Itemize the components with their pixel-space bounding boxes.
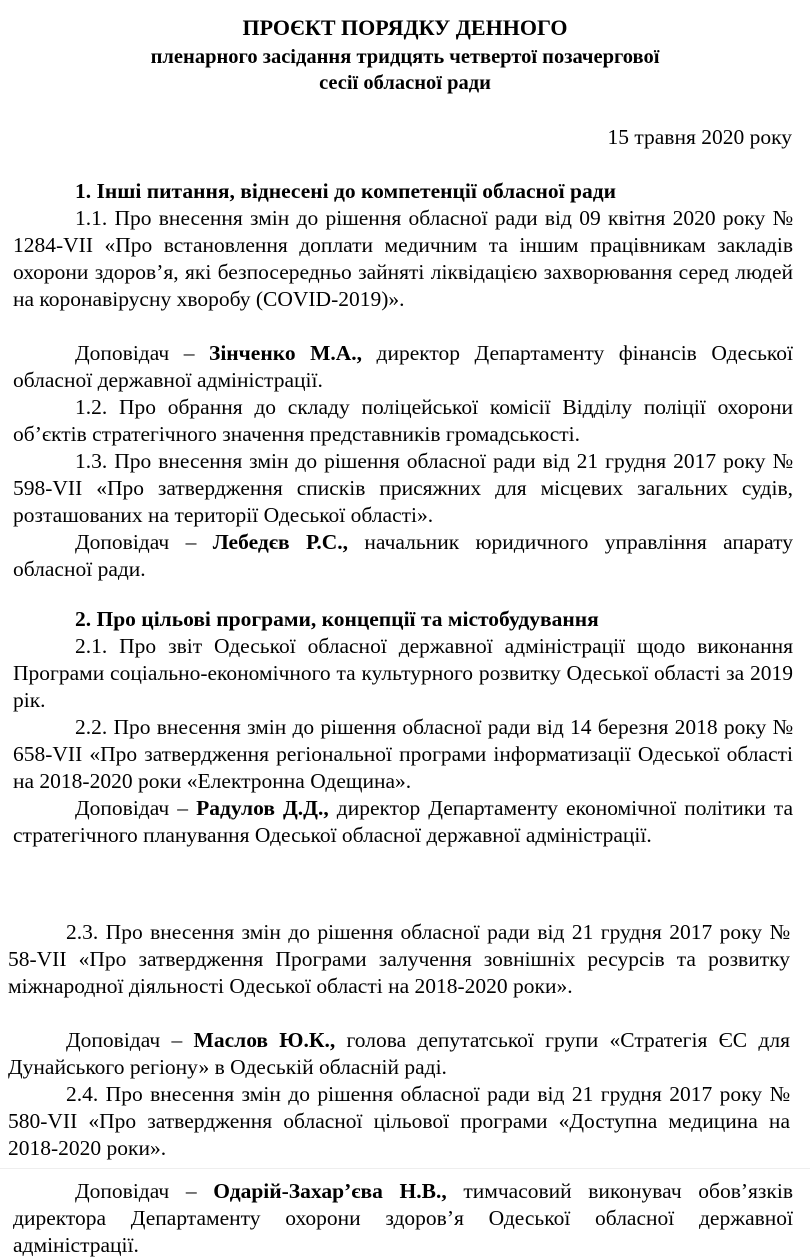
- section-1-heading: 1. Інші питання, віднесені до компетенції обласної ради: [75, 179, 616, 203]
- speaker-prefix: Доповідач –: [75, 796, 197, 820]
- speaker-role: начальник юридичного управління апарату обласної ради.: [13, 530, 793, 581]
- speaker-2-2: [13, 795, 793, 849]
- agenda-item-1-1: 1.1. Про внесення змін до рішення обласної ради від 09 квітня 2020 року № 1284-VІІ «Про встановлення доплати медичним та іншим працівникам закладів охорони здоров’я, які безпосередньо зайняті ліквідацією захворювання серед людей на коронавірусну хворобу (COVID-2019)».: [13, 206, 793, 311]
- speaker-name: Радулов Д.Д.,: [196, 796, 329, 820]
- speaker-2-4: [13, 1178, 793, 1259]
- document-subtitle-line2: сесії обласної ради: [319, 72, 491, 94]
- speaker-role: тимчасовий виконувач обов’язків директора Департаменту охорони здоров’я Одеської обласної державної адміністрації.: [13, 1179, 793, 1257]
- agenda-item-2-1: 2.1. Про звіт Одеської обласної державної адміністрації щодо виконання Програми соціально-економічного та культурного розвитку Одеської області за 2019 рік.: [13, 634, 793, 712]
- speaker-role: директор Департаменту економічної політики та стратегічного планування Одеської обласної державної адміністрації.: [13, 796, 793, 847]
- speaker-1-1: [13, 340, 793, 394]
- speaker-prefix: Доповідач –: [75, 1179, 214, 1203]
- speaker-2-3: [8, 1027, 790, 1081]
- speaker-name: Маслов Ю.К.,: [193, 1028, 336, 1052]
- agenda-item-1-2: 1.2. Про обрання до складу поліцейської комісії Відділу поліції охорони об’єктів стратегічного значення представників громадськості.: [13, 395, 793, 446]
- section-2-heading: 2. Про цільові програми, концепції та містобудування: [75, 607, 599, 631]
- speaker-prefix: Доповідач –: [75, 530, 213, 554]
- document-subtitle-line1: пленарного засідання тридцять четвертої позачергової: [150, 46, 660, 68]
- speaker-prefix: Доповідач –: [66, 1028, 194, 1052]
- document-title: ПРОЄКТ ПОРЯДКУ ДЕННОГО: [242, 15, 568, 40]
- page-separator: [0, 1168, 810, 1169]
- speaker-name: Зінченко М.А.,: [208, 341, 363, 365]
- speaker-name: Лебедєв Р.С.,: [212, 530, 349, 554]
- document-date: 15 травня 2020 року: [607, 125, 792, 149]
- speaker-role: голова депутатської групи «Стратегія ЄС для Дунайського регіону» в Одеській обласній раді.: [8, 1028, 790, 1079]
- speaker-prefix: Доповідач –: [75, 341, 209, 365]
- agenda-item-1-3: 1.3. Про внесення змін до рішення обласної ради від 21 грудня 2017 року № 598-VII «Про затвердження списків присяжних для місцевих загальних судів, розташованих на території Одеської області».: [13, 449, 793, 527]
- speaker-role: директор Департаменту фінансів Одеської обласної державної адміністрації.: [13, 341, 794, 392]
- speaker-name: Одарій-Захар’єва Н.В.,: [213, 1179, 447, 1203]
- agenda-item-2-3: 2.3. Про внесення змін до рішення обласної ради від 21 грудня 2017 року № 58-VII «Про затвердження Програми залучення зовнішніх ресурсів та розвитку міжнародної діяльності Одеської області на 2018-2020 роки».: [8, 920, 790, 998]
- speaker-1-3: [13, 529, 793, 583]
- agenda-item-2-4: 2.4. Про внесення змін до рішення обласної ради від 21 грудня 2017 року № 580-VII «Про затвердження обласної цільової програми «Доступна медицина на 2018-2020 роки».: [8, 1082, 790, 1160]
- agenda-item-2-2: 2.2. Про внесення змін до рішення обласної ради від 14 березня 2018 року № 658-VII «Про затвердження регіональної програми інформатизації Одеської області на 2018-2020 роки «Електронна Одещина».: [13, 715, 793, 793]
